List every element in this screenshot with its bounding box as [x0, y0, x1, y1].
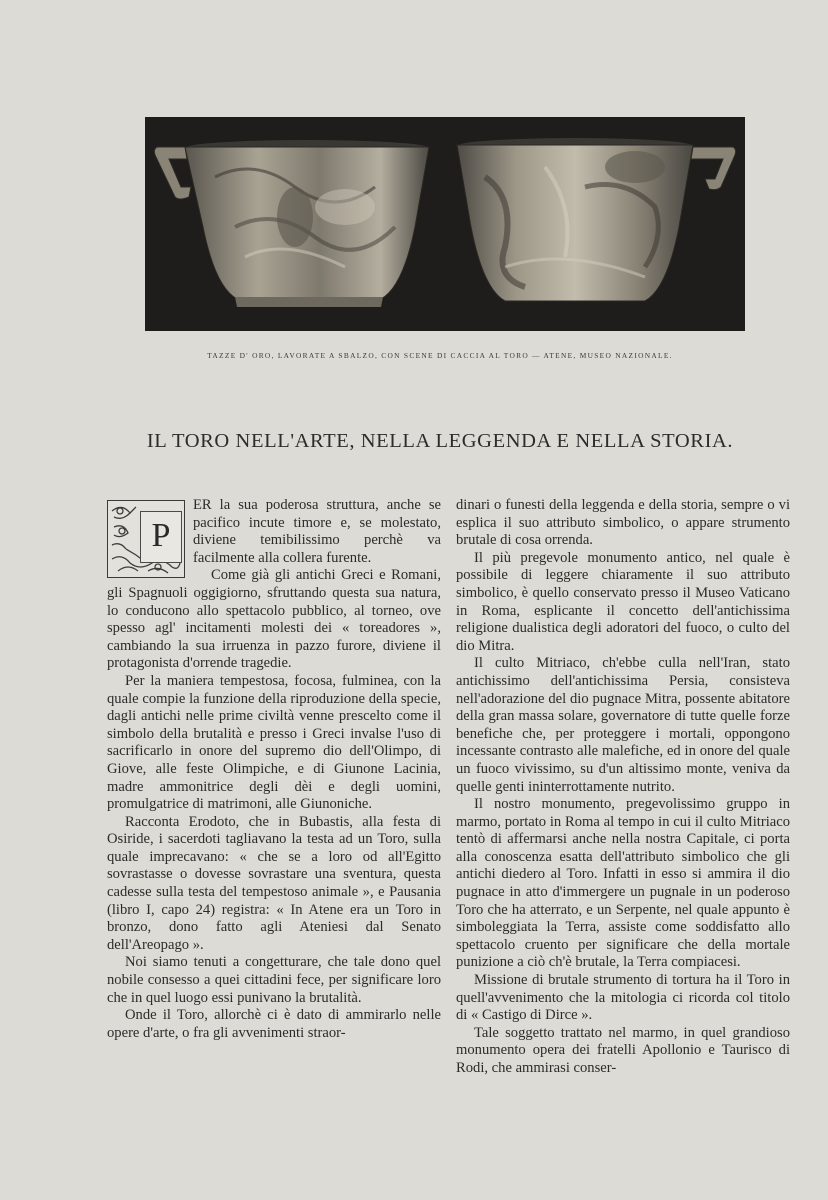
photo-caption: TAZZE D' ORO, LAVORATE A SBALZO, CON SCENE DI CACCIA AL TORO — ATENE, MUSEO NAZIONALE.	[207, 351, 673, 360]
left-cup	[154, 140, 429, 307]
paragraph: Tale soggetto trattato nel marmo, in quel grandioso monumento opera dei fratelli Apollonio e Taurisco di Rodi, che ammirasi conser-	[456, 1024, 790, 1076]
paragraph: dinari o funesti della leggenda e della storia, sempre o vi esplica il suo attributo simbolico, o appare strumento brutale di cosa orrenda.	[456, 497, 790, 549]
paragraph: Missione di brutale strumento di tortura ha il Toro in quell'avvenimento che la mitologia ci ricorda col titolo di « Castigo di Dirce ».	[456, 972, 790, 1024]
paragraph: ER la sua poderosa struttura, anche se pacifico incute timore e, se molestato, diviene temibilissimo perchè va facilmente alla collera furente.	[193, 497, 441, 566]
initial-letter: P	[140, 511, 182, 563]
article-title: IL TORO NELL'ARTE, NELLA LEGGENDA E NELLA STORIA.	[146, 430, 734, 452]
paragraph: Noi siamo tenuti a congetturare, che tale dono quel nobile consesso a quei cittadini fece, per significare loro che in quel luogo essi punivano la brutalità.	[107, 954, 441, 1006]
ornamental-initial	[107, 500, 185, 578]
left-column	[107, 497, 441, 1042]
paragraph: Il nostro monumento, pregevolissimo gruppo in marmo, portato in Roma al tempo in cui il culto Mitriaco tentò di affermarsi anche nella nostra Capitale, ci porta alla conoscenza esatta dell'attributo simbolico che gli antichi diedero al Toro. Infatti in esso si ammira il dio pugnace in atto d'immergere un pugnale in un poderoso Toro che ha atterrato, e un Serpente, nel quale appunto è simboleggiata la Terra, assiste come soddisfatto allo spettacolo cruento per significare che della mortale punizione a ciò ch'è brutale, la Terra compiacesi.	[456, 796, 790, 971]
paragraph: Per la maniera tempestosa, focosa, fulminea, con la quale compie la funzione della riproduzione della specie, dagli antichi nelle prime civiltà venne prescelto come il simbolo della brutalità e presso i Greci invalse l'uso di sacrificarlo in onore del supremo dio dell'Olimpo, di Giove, alle feste Olimpiche, e di Giunone Lacinia, madre ammonitrice degli dèi e degli uomini, promulgatrice di matrimoni, alle Giunoniche.	[107, 672, 441, 813]
gold-cups-image	[145, 117, 745, 331]
gold-cups-photograph	[145, 117, 745, 331]
paragraph: Il più pregevole monumento antico, nel quale è possibile di leggere chiaramente il suo attributo simbolico, è quello conservato presso il Museo Vaticano in Roma, esplicante il concetto dell'antichissima religione dualistica degli adoratori del fuoco, o culto del dio Mitra.	[456, 549, 790, 654]
paragraph: Come già gli antichi Greci e Romani, gli Spagnuoli oggigiorno, sfruttando questa sua natura, lo conducono allo spettacolo pubblico, al torneo, ove spesso agl' incitamenti molesti dei « toreadores », cambiando la sua irruenza in pazzo furore, diviene il protagonista d'orrende tragedie.	[107, 567, 441, 672]
paragraph: Racconta Erodoto, che in Bubastis, alla festa di Osiride, i sacerdoti tagliavano la testa ad un Toro, sulla quale imprecavano: « che se a loro od all'Egitto sovrastasse o dovesse sovrastare una sventura, questa cadesse sulla testa del tempestoso animale », e Pausania (libro I, capo 24) registra: « In Atene era un Toro in bronzo, dono fatto agli Ateniesi dal Senato dell'Areopago ».	[107, 813, 441, 953]
right-column	[456, 497, 790, 1078]
paragraph: Onde il Toro, allorchè ci è dato di ammirarlo nelle opere d'arte, o fra gli avvenimenti straor-	[107, 1007, 441, 1041]
paragraph: Il culto Mitriaco, ch'ebbe culla nell'Iran, stato antichissimo dell'antichissima Persia, consisteva nell'adorazione del dio pugnace Mitra, possente abitatore della gran massa solare, governatore di tutte quelle forze benefiche che, per proteggere i mortali, oppongono incessante contrasto alle malefiche, ed in onore del quale un fuoco vivissimo, su d'un altissimo monte, veniva da quelle genti ininterrottamente nutrito.	[456, 655, 790, 795]
right-cup	[457, 138, 736, 301]
